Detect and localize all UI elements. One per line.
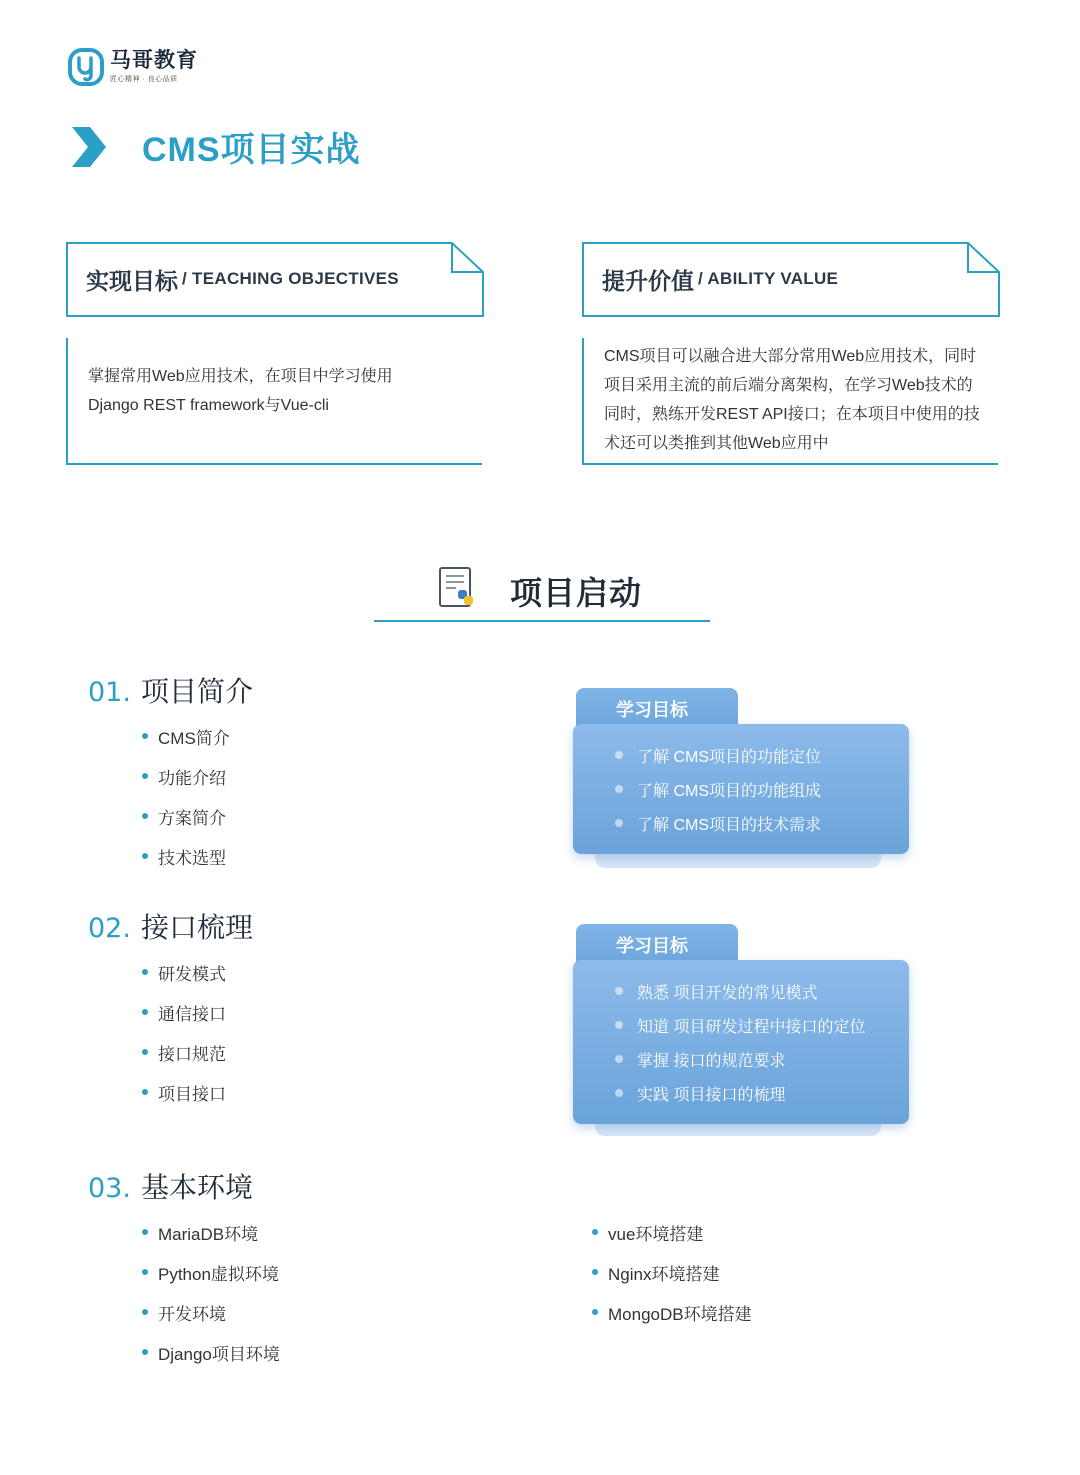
module-title <box>88 1166 253 1206</box>
page-title: CMS项目实战 <box>142 131 361 169</box>
module-number: 02. <box>88 913 131 944</box>
learning-goal-card <box>573 924 909 1138</box>
brand-name: 马哥教育 <box>110 49 198 72</box>
objective-title-cn: 实现目标 <box>86 267 178 294</box>
card-body <box>573 724 909 854</box>
module-name: 项目简介 <box>140 676 253 707</box>
module-topic-list <box>142 952 226 1112</box>
list-item: MariaDB环境 <box>142 1212 280 1252</box>
goal-item: 了解 CMS项目的功能组成 <box>615 772 821 806</box>
objective-box-ability <box>582 242 1002 466</box>
goal-item: 实践 项目接口的梳理 <box>615 1076 865 1110</box>
brand-slogan: 匠心精神 · 良心品质 <box>110 76 178 83</box>
list-item: 技术选型 <box>142 836 230 876</box>
section-title: 项目启动 <box>510 575 643 611</box>
goal-item: 熟悉 项目开发的常见模式 <box>615 974 865 1008</box>
objective-body <box>582 338 998 465</box>
objective-text: 掌握常用Web应用技术，在项目中学习使用Django REST framework与Vue-cli <box>88 368 393 414</box>
brand-mark-icon <box>68 48 104 86</box>
module-name: 基本环境 <box>140 1172 253 1203</box>
brand-logo <box>68 48 198 86</box>
goal-item: 知道 项目研发过程中接口的定位 <box>615 1008 865 1042</box>
list-item: 项目接口 <box>142 1072 226 1112</box>
list-item: 功能介绍 <box>142 756 230 796</box>
list-item: 研发模式 <box>142 952 226 992</box>
module-title <box>88 906 253 946</box>
objective-text: CMS项目可以融合进大部分常用Web应用技术，同时项目采用主流的前后端分离架构，在学习Web技术的同时，熟练开发REST API接口；在本项目中使用的技术还可以类推到其他Web应用中 <box>604 348 980 452</box>
list-item: vue环境搭建 <box>592 1212 752 1252</box>
card-tab: 学习目标 <box>576 688 738 734</box>
card-body <box>573 960 909 1124</box>
module-title <box>88 670 253 710</box>
goal-item: 了解 CMS项目的功能定位 <box>615 738 821 772</box>
page-header <box>70 122 361 171</box>
list-item: MongoDB环境搭建 <box>592 1292 752 1332</box>
list-item: Nginx环境搭建 <box>592 1252 752 1292</box>
learning-goal-card <box>573 688 909 872</box>
list-item: 方案简介 <box>142 796 230 836</box>
list-item: 接口规范 <box>142 1032 226 1072</box>
list-item: Django项目环境 <box>142 1332 280 1372</box>
objective-title-en: / ABILITY VALUE <box>698 269 839 288</box>
module-number: 01. <box>88 677 131 708</box>
goal-item: 掌握 接口的规范要求 <box>615 1042 865 1076</box>
list-item: CMS简介 <box>142 716 230 756</box>
list-item: 开发环境 <box>142 1292 280 1332</box>
objective-title-cn: 提升价值 <box>602 267 694 294</box>
objective-header <box>66 242 482 316</box>
module-topic-list-left <box>142 1212 280 1372</box>
module-topic-list-right <box>592 1212 752 1332</box>
module-number: 03. <box>88 1173 131 1204</box>
module-name: 接口梳理 <box>140 912 253 943</box>
list-item: Python虚拟环境 <box>142 1252 280 1292</box>
module-topic-list <box>142 716 230 876</box>
objective-header <box>582 242 998 316</box>
goal-item: 了解 CMS项目的技术需求 <box>615 806 821 840</box>
objective-body <box>66 338 482 465</box>
objective-title-en: / TEACHING OBJECTIVES <box>182 269 399 288</box>
objective-box-teaching <box>66 242 486 466</box>
list-item: 通信接口 <box>142 992 226 1032</box>
section-heading <box>374 560 710 622</box>
python-document-icon <box>438 566 478 610</box>
chevron-right-icon <box>70 125 108 169</box>
card-tab: 学习目标 <box>576 924 738 970</box>
